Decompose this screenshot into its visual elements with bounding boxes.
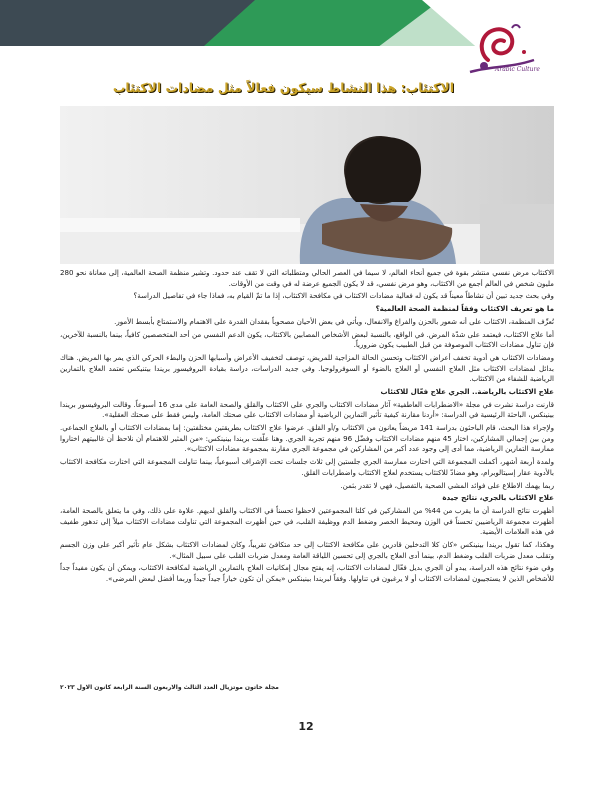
article-paragraph: وهكذا، كما تقول بريندا بينينكس «كان كلا التدخلين قادرين على مكافحة الاكتئاب إلى حد متكافئ تقريباً، وكان لمضادات الاكتئاب بشكل عام تأثير أكبر على وزن الجسم وتقلب معدل ضربات القلب وضغط الدم، بينما أدى العلاج بالجري إلى تحسين اللياقة العامة ومعدل ضربات القلب على سبيل المثال». — [60, 540, 554, 560]
article-paragraph: ولإجراء هذا البحث، قام الباحثون بدراسة 141 مريضاً يعانون من الاكتئاب و/أو القلق. عرضوا علاج الاكتئاب بطريقتين مختلفتين: إما بمضادات الاكتئاب أو بالعلاج الجماعي. ومن بين إجمالي المشاركين، اختار 45 منهم مضادات الاكتئاب وفضّل 96 منهم تجربة الجري. وهنا علّقت بريندا بينينكس: «من المثير للاهتمام أن نلاحظ أن غالبيتهم اختاروا ممارسة التمارين الرياضية، مما أدى إلى وجود عدد أكبر من المشاركين في مجموعة الجري مقارنة بمجموعة مضادات الاكتئاب». — [60, 423, 554, 454]
article-subheading: ما هو تعريف الاكتئاب وفقاً لمنظمة الصحة العالمية؟ — [375, 304, 554, 314]
article-paragraph: ربما يهمك الاطلاع على فوائد المشي الصحية بالتفصيل، فهي لا تقدر بثمن. — [340, 480, 554, 490]
magazine-source-line: مجلة خاتون موتزيال العدد الثالث والاربعون السنة الرابعة كانون الاول ٢٠٢٣ — [60, 684, 279, 691]
article-paragraph: ومضادات الاكتئاب هي أدوية تخفف أعراض الاكتئاب وتحسن الحالة المزاجية للمريض، توصف لتخفيف الأعراض وأسبابها الحزن والبطء الحركي الذي يمر بها المريض. هناك بدائل لمضادات الاكتئاب مثل العلاج النفسي أو العلاج بالضوء أو السوفرولوجيا. وفي جديد الدراسات، دراسة بقيادة البروفيسور بريندا بيتنيكس تعتمد العلاج بالتمارين الرياضية للشفاء من الاكتئاب. — [60, 353, 554, 384]
article-paragraph: الاكتئاب مرض نفسي منتشر بقوة في جميع أنحاء العالم، لا سيما في العصر الحالي ومتطلباته التي لا تقف عند حدود. وتشير منظمة الصحة العالمية، إلى معاناة نحو 280 مليون شخص في العالم أجمع من الاكتئاب، وهو مرض نفسي، قد لا يكون الجميع عرضة له في وقت من الأوقات. — [60, 268, 554, 288]
article-paragraph: وفي بحث جديد تبين أن نشاطاً معيناً قد يكون له فعالية مضادات الاكتئاب في مكافحة الاكتئاب، إذا ما تمّ القيام به، فماذا جاء في تفاصيل الدراسة؟ — [133, 291, 554, 301]
article-title: الاكتئاب: هذا النشاط سيكون فعالاً مثل مضادات الاكتئاب — [112, 80, 454, 95]
article-paragraph: أظهرت نتائج الدراسة أن ما يقرب من 44% من المشاركين في كلتا المجموعتين لاحظوا تحسناً في الاكتئاب والقلق لديهم. علاوة على ذلك، وفي ما يتعلق بالصحة العامة، أظهرت مجموعة الرياضيين تحسناً في الوزن ومحيط الخصر وضغط الدم ووظيفة القلب، في حين أظهرت المجموعة التي تناولت مضادات الاكتئاب ميلاً إلى تدهور طفيف في هذه العلامات الأيضية. — [60, 506, 554, 537]
woman-hugging-knees-photo — [60, 106, 554, 264]
page-number: 12 — [298, 720, 314, 733]
article-paragraph: تُعرِّف المنظمة، الاكتئاب على أنه شعور بالحزن والفراغ والانفعال، ويأتي في بعض الأحيان مصحوباً بفقدان القدرة على الاهتمام والاستمتاع بأبسط الأمور. — [114, 316, 554, 326]
article-body — [60, 268, 554, 587]
article-subheading: علاج الاكتئاب بالجري، نتائج جيدة — [442, 493, 554, 503]
article-paragraph: وفي ضوء نتائج هذه الدراسة، يبدو أن الجري بديل فعّال لمضادات الاكتئاب، إنه يفتح مجال إمكانيات العلاج بالتمارين الرياضية لمكافحة الاكتئاب، ويمكن أن يكون مفيداً جداً للأشخاص الذين لا يستجيبون لمضادات الاكتئاب أو لا يرغبون في تناولها. وفقاً لبريندا بينينكس «يمكن أن تكون خياراً جيداً جيداً وربما أفضل لبعض المرضى». — [60, 563, 554, 584]
article-paragraph: أما علاج الاكتئاب، فيعتمد على شدّة المرض. في الواقع، بالنسبة لبعض الأشخاص المصابين بالاكتئاب، يكون الدعم النفسي من أحد المتخصصين كافياً، بينما بالنسبة للآخرين، فإن تناول مضادات الاكتئاب الموصوفة من قبل الطبيب يكون ضرورياً. — [60, 329, 554, 350]
article-paragraph: قارنت دراسة نشرت في مجلة «الاضطرابات العاطفية» آثار مضادات الاكتئاب والجري على الاكتئاب والقلق والصحة العامة على مدى 16 أسبوعاً. وقالت البروفيسور بريندا بينينكس، الباحثة الرئيسية في الدراسة: «أردنا مقارنة كيفية تأثير التمارين الرياضية أو مضادات الاكتئاب على صحتك العامة، وليس فقط على صحتك العقلية». — [60, 399, 555, 420]
logo-subtitle: Arabic Culture — [495, 66, 540, 73]
article-paragraph: ولمدة أربعة أشهر، أكملت المجموعة التي اختارت ممارسة الجري جلستين إلى ثلاث جلسات تحت الإشراف أسبوعياً، بينما تناولت المجموعة التي اختارت مكافحة الاكتئاب بالأدوية عقار إسيتالوبرام، وهو مضادّ للاكتئاب يستخدم لعلاج الاكتئاب واضطرابات القلق. — [60, 457, 554, 477]
article-subheading: علاج الاكتئاب بالرياضة.. الجري علاج فعّال للاكتئاب — [380, 387, 554, 397]
